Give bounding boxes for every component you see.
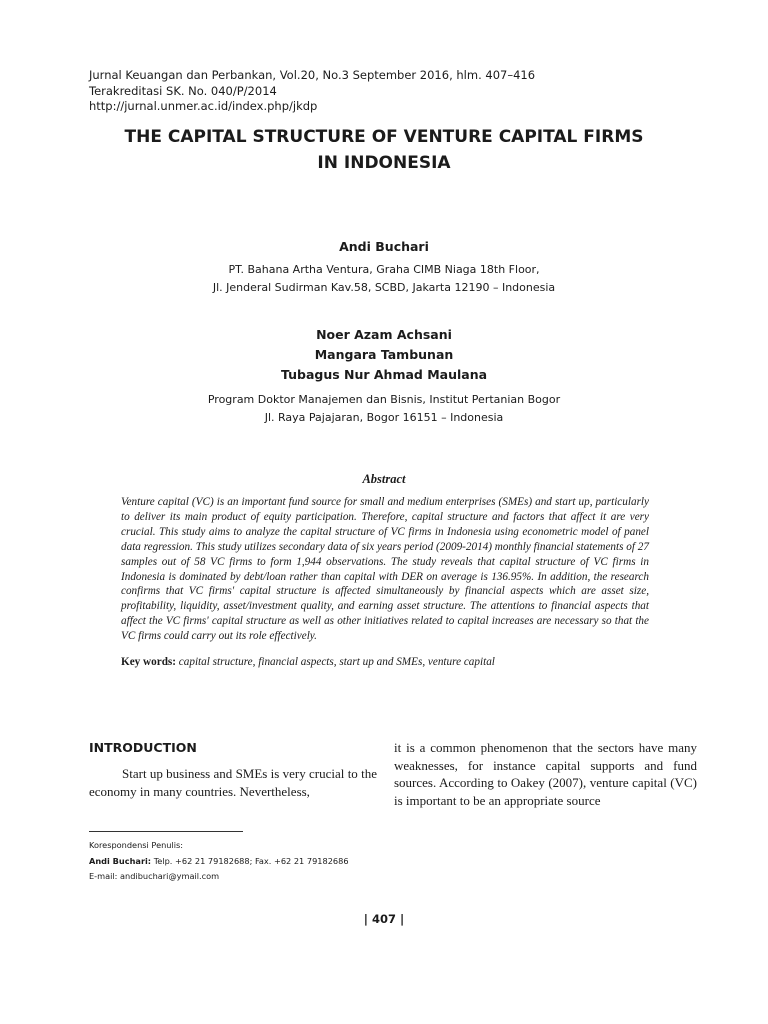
keywords-label: Key words:: [121, 656, 176, 668]
author-affiliation-line-2: Jl. Jenderal Sudirman Kav.58, SCBD, Jakarta 12190 – Indonesia: [212, 281, 556, 294]
author-name: Tubagus Nur Ahmad Maulana: [280, 367, 488, 382]
paper-title: [0, 124, 768, 176]
abstract-text: Venture capital (VC) is an important fund source for small and medium enterprises (SMEs) and start up, particularly to deliver its main product of equity participation. Therefore, capital structure and factors that affect it are very crucial. This study aims to analyze the capital structure of VC firms in Indonesia using econometric model of panel data regression. This study utilizes secondary data of six years period (2009-2014) monthly financial statements of 27 samples out of 58 VC firms to form 1,944 observations. The study reveals that capital structure of VC firms in Indonesia is dominated by debt/loan rather than capital with DER on average is 136.95%. In addition, the research confirms that VC firms' capital structure is affected simultaneously by financial aspects which are asset size, profitability, liquidity, asset/investment quality, and earning asset structure. The attentions to financial aspects that affect the VC firms' capital structure as well as other initiatives related to capital increases are necessary so that the VC firms could carry out its role effectively.: [121, 496, 649, 643]
accreditation-line: Terakreditasi SK. No. 040/P/2014: [89, 83, 277, 98]
journal-header: [89, 68, 535, 115]
footnote-label: Korespondensi Penulis:: [89, 840, 184, 850]
author-name: Mangara Tambunan: [314, 347, 454, 362]
footnote-divider: [89, 831, 243, 832]
page-number: | 407 |: [363, 912, 405, 926]
author-name: Noer Azam Achsani: [316, 327, 452, 342]
author-affiliation-line-2: Jl. Raya Pajajaran, Bogor 16151 – Indonesia: [264, 411, 504, 424]
author-affiliation-line-1: PT. Bahana Artha Ventura, Graha CIMB Niaga 18th Floor,: [228, 263, 540, 276]
title-line-2: IN INDONESIA: [317, 153, 451, 173]
footnote-email: E-mail: andibuchari@ymail.com: [89, 871, 220, 881]
abstract-heading: Abstract: [362, 472, 406, 486]
keywords-list: capital structure, financial aspects, start up and SMEs, venture capital: [178, 656, 495, 668]
footnote-contact-line: [89, 854, 349, 870]
journal-citation: Jurnal Keuangan dan Perbankan, Vol.20, No.3 September 2016, hlm. 407–416: [89, 68, 536, 82]
introduction-left-column: Start up business and SMEs is very crucial to the economy in many countries. Nevertheless,: [89, 766, 377, 799]
journal-url: http://jurnal.unmer.ac.id/index.php/jkdp: [89, 99, 318, 113]
author-block-1: [0, 237, 768, 297]
title-line-1: THE CAPITAL STRUCTURE OF VENTURE CAPITAL FIRMS: [124, 127, 644, 147]
correspondence-footnote: [89, 838, 349, 885]
author-affiliation-line-1: Program Doktor Manajemen dan Bisnis, Institut Pertanian Bogor: [207, 393, 561, 406]
author-name: Andi Buchari: [339, 239, 429, 254]
keywords: [121, 655, 649, 670]
footnote-author-name: Andi Buchari:: [89, 855, 152, 866]
introduction-heading: INTRODUCTION: [89, 740, 197, 755]
author-block-2: [0, 325, 768, 427]
introduction-right-column: it is a common phenomenon that the sectors have many weaknesses, for instance capital supports and fund sources. According to Oakey (2007), venture capital (VC) is important to be an appropriate source: [394, 740, 697, 809]
footnote-contact: Telp. +62 21 79182688; Fax. +62 21 79182686: [153, 855, 349, 866]
